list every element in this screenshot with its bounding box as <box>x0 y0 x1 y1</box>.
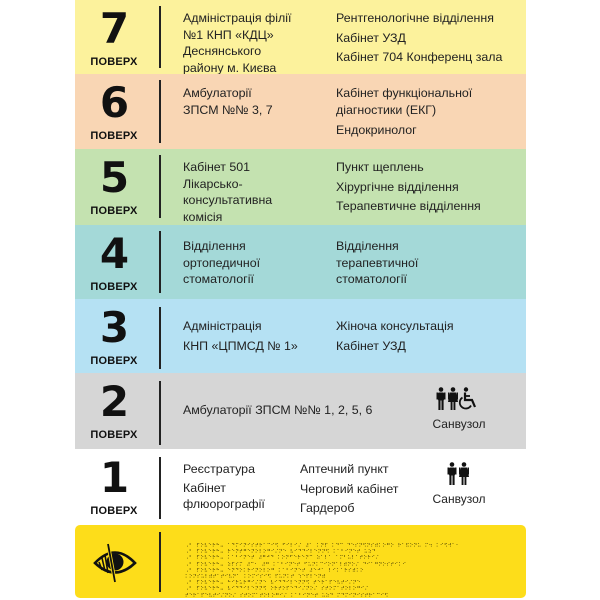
divider <box>159 532 161 592</box>
restroom-label: Санвузол <box>432 492 486 506</box>
text-line: консультативна <box>183 193 273 207</box>
restroom-label: Санвузол <box>432 417 486 431</box>
divider <box>159 457 161 519</box>
floor-number: 7 <box>99 4 129 53</box>
text-line: Рентгенологічне відділення <box>336 11 494 25</box>
text-line: терапевтичної <box>336 255 419 270</box>
text-line: Адміністрація філії <box>183 11 292 25</box>
text-line: Кабінет УЗД <box>336 338 406 353</box>
floor-number-block <box>75 449 153 525</box>
restroom-accessible-icon <box>436 387 482 411</box>
floor-3-left-text <box>183 318 298 354</box>
text-line: Кабінет 501 <box>183 160 251 174</box>
braille-line: ⠠⠃ ⠏⠕⠧⠑⠗⠓⠤ ⠗⠑⠝⠞⠛⠑⠝⠕⠇⠕⠛⠊⠌⠝⠑ ⠧⠊⠙⠙⠊⠇⠑⠝⠝⠫ ⠅⠁⠃⠊⠝⠑⠞ ⠥⠵⠙ <box>185 549 376 556</box>
text-line: Амбулаторії ЗПСМ №№ 1, 2, 5, 6 <box>183 403 373 417</box>
floor-4-right-text <box>336 238 418 288</box>
floor-number: 3 <box>99 303 129 352</box>
floor-number: 5 <box>99 153 129 202</box>
text-line: Аптечний пункт <box>300 462 389 476</box>
floor-6-left-text <box>183 85 273 118</box>
floor-5 <box>75 149 526 225</box>
braille-line: ⠠⠃ ⠏⠕⠧⠑⠗⠓⠤ ⠁⠙⠍⠊⠝⠊⠎⠞⠗⠁⠉⠊⠫ ⠋⠊⠇⠊⠌ ⠼⠁ ⠅⠝⠏ ⠅⠙⠉ ⠙⠑⠎⠝⠫⠝⠎⠾⠅⠕⠛⠕ ⠗⠁⠯⠕⠝⠥ ⠍⠲ ⠅⠊⠫⠺⠁⠂ <box>185 543 460 549</box>
text-line: Кабінет <box>183 480 226 495</box>
floor-label: ПОВЕРХ <box>90 429 138 441</box>
text-line: стоматології <box>183 272 254 286</box>
floor-label: ПОВЕРХ <box>90 281 138 293</box>
text-line: КНП «ЦПМСД № 1» <box>183 338 298 353</box>
text-line: Лікарсько- <box>183 176 243 191</box>
floor-label: ПОВЕРХ <box>90 505 138 517</box>
text-line: Відділення <box>336 239 399 253</box>
braille-panel <box>75 525 526 598</box>
floor-number: 4 <box>99 229 129 278</box>
floor-4 <box>75 225 526 299</box>
braille-line: ⠠⠃ ⠏⠕⠧⠑⠗⠓⠤ ⠓⠊⠗⠥⠗⠛⠊⠌⠝⠑ ⠧⠊⠙⠙⠊⠇⠑⠝⠝⠫ ⠞⠑⠗⠁⠏⠑⠧⠞⠊⠌⠝⠑ <box>185 580 361 587</box>
floor-number: 1 <box>99 453 129 502</box>
floor-number: 2 <box>99 377 129 426</box>
braille-text <box>185 543 505 599</box>
floor-2-left-text <box>183 402 372 419</box>
text-line: Амбулаторії <box>183 86 252 100</box>
divider <box>159 80 161 143</box>
text-line: району м. Києва <box>183 60 277 75</box>
text-line: ЗПСМ №№ 3, 7 <box>183 102 273 117</box>
divider <box>159 231 161 293</box>
floor-5-left-text <box>183 159 272 225</box>
text-line: флюорографії <box>183 497 265 511</box>
floor-label: ПОВЕРХ <box>90 355 138 367</box>
text-line: Черговий кабінет <box>300 481 399 496</box>
divider <box>159 155 161 218</box>
text-line: Адміністрація <box>183 319 262 333</box>
floor-6 <box>75 74 526 149</box>
text-line: Гардероб <box>300 501 355 515</box>
braille-line: ⠠⠃ ⠏⠕⠧⠑⠗⠓⠤ ⠧⠊⠙⠙⠊⠇⠑⠝⠝⠫ ⠕⠗⠞⠕⠏⠑⠙⠊⠌⠝⠕⠌ ⠎⠞⠕⠍⠁⠞⠕⠇⠕⠛⠊⠌ <box>185 586 369 593</box>
low-vision-eye-icon <box>93 540 137 584</box>
text-line: Ендокринолог <box>336 123 417 137</box>
text-line: ортопедичної <box>183 255 261 270</box>
floor-4-left-text <box>183 238 260 288</box>
text-line: Реєстратура <box>183 462 255 476</box>
braille-line: ⠠⠃ ⠏⠕⠧⠑⠗⠓⠤ ⠅⠁⠃⠊⠝⠑⠞ ⠼⠛⠚⠙ ⠅⠕⠝⠋⠑⠗⠑⠝⠉ ⠵⠁⠇⠁ ⠁⠍⠃⠥⠇⠁⠞⠕⠗⠊⠌ <box>185 555 380 562</box>
text-line: Кабінет функціональної <box>336 86 473 100</box>
floor-number: 6 <box>99 78 129 127</box>
text-line: Хірургічне відділення <box>336 179 459 194</box>
text-line: №1 КНП «КДЦ» <box>183 27 274 42</box>
floor-number-block <box>75 149 153 225</box>
floor-label: ПОВЕРХ <box>90 130 138 142</box>
floor-1 <box>75 449 526 525</box>
text-line: Деснянського <box>183 44 262 58</box>
braille-line: ⠠⠃ ⠏⠕⠧⠑⠗⠓⠤ ⠑⠝⠙⠕⠅⠗⠊⠝⠕⠇⠕⠛ ⠅⠁⠃⠊⠝⠑⠞ ⠼⠑⠚⠁ ⠇⠊⠅⠁⠗⠎⠾⠅⠕ <box>185 567 364 574</box>
text-line: Терапевтичне відділення <box>336 199 481 213</box>
floor-1-left-text <box>183 461 265 513</box>
floor-number-block <box>75 373 153 449</box>
floor-number-block <box>75 0 153 74</box>
floor-label: ПОВЕРХ <box>90 205 138 217</box>
text-line: діагностики (ЕКГ) <box>336 102 437 117</box>
text-line: Кабінет 704 Конференц зала <box>336 50 503 64</box>
floor-7 <box>75 0 526 74</box>
floor-label: ПОВЕРХ <box>90 56 138 68</box>
text-line: стоматології <box>336 272 407 286</box>
braille-line: ⠠⠃ ⠏⠕⠧⠑⠗⠓⠤ ⠵⠏⠎⠍ ⠼⠉⠂ ⠼⠛ ⠅⠁⠃⠊⠝⠑⠞ ⠋⠥⠝⠅⠉⠊⠕⠝⠁⠇⠾⠝⠕⠌ ⠙⠊⠁⠛⠝⠕⠎⠞⠊⠅⠊ <box>185 561 407 568</box>
floor-number-block <box>75 74 153 149</box>
text-line: Відділення <box>183 239 246 253</box>
floor-number-block <box>75 225 153 299</box>
divider <box>159 381 161 445</box>
floor-6-right-text <box>336 85 472 139</box>
restroom-sign <box>429 387 489 431</box>
text-line: Кабінет УЗД <box>336 30 406 45</box>
divider <box>159 307 161 369</box>
floor-7-right-text <box>336 10 502 69</box>
floor-2 <box>75 373 526 449</box>
restroom-sign <box>430 462 488 506</box>
restroom-icon <box>447 462 471 486</box>
braille-line: ⠅⠕⠝⠎⠥⠇⠾⠞⠁⠞⠊⠧⠝⠁ ⠅⠕⠍⠊⠎⠊⠫ ⠏⠥⠝⠅⠞ ⠱⠑⠏⠇⠑⠝⠾ <box>185 574 326 581</box>
floor-7-left-text <box>183 10 291 76</box>
text-line: Жіноча консультація <box>336 319 454 333</box>
floor-3-right-text <box>336 318 454 354</box>
floor-1-middle-text <box>300 461 398 520</box>
floor-number-block <box>75 299 153 373</box>
floor-5-right-text <box>336 159 481 218</box>
floor-3 <box>75 299 526 373</box>
text-line: Пункт щеплень <box>336 160 424 174</box>
divider <box>159 6 161 68</box>
text-line: комісія <box>183 209 223 224</box>
braille-line: ⠞⠑⠗⠁⠏⠑⠧⠞⠊⠌⠝⠕⠌ ⠎⠞⠕⠍⠁⠞⠕⠇⠕⠛⠊⠌ ⠅⠁⠃⠊⠝⠑⠞ ⠥⠵⠙ ⠍⠙⠍⠊⠝⠊⠎⠞⠗⠁⠉⠊⠫ <box>185 592 389 599</box>
